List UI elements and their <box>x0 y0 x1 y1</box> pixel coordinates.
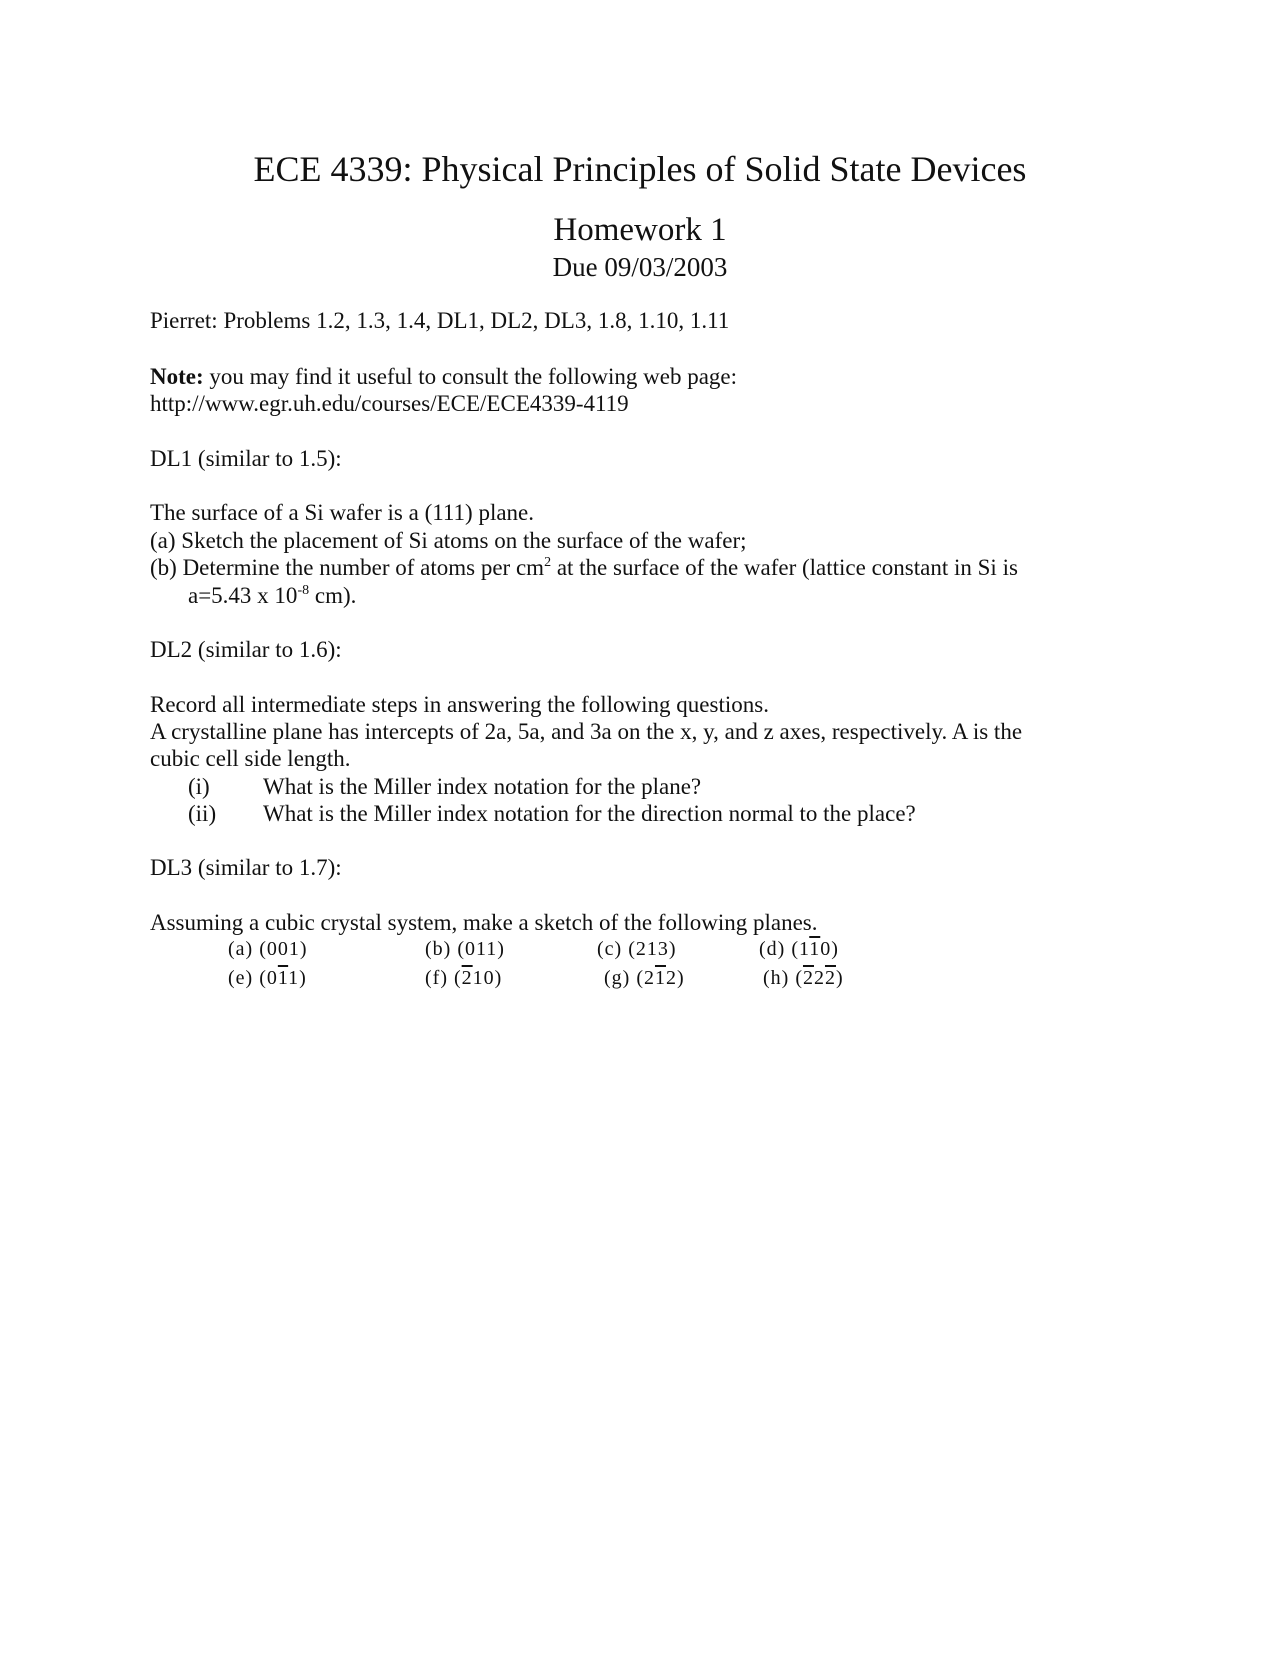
dl1-b2-sup: -8 <box>297 583 310 598</box>
dl2-intro-3: cubic cell side length. <box>150 746 351 771</box>
dl1-part-b-cont <box>188 582 356 610</box>
dl2-heading: DL2 (similar to 1.6): <box>150 637 342 662</box>
dl2-q2-text: What is the Miller index notation for the direction normal to the place? <box>263 801 916 826</box>
plane-d-bar: 1 <box>809 938 821 960</box>
note-label: Note: <box>150 364 204 389</box>
plane-h-bar-1: 2 <box>802 967 814 989</box>
dl1-b-pre: (b) Determine the number of atoms per cm <box>150 555 545 580</box>
plane-d <box>759 938 839 961</box>
dl1-b2-post: cm). <box>309 583 357 608</box>
note-line <box>150 363 737 391</box>
plane-f-pre: (f) ( <box>425 967 462 989</box>
dl1-b-post: at the surface of the wafer (lattice constant in Si is <box>551 555 1018 580</box>
plane-e-pre: (e) (0 <box>228 967 278 989</box>
plane-g <box>604 967 685 990</box>
dl3-heading: DL3 (similar to 1.7): <box>150 855 342 880</box>
dl2-q2-number: (ii) <box>188 801 217 826</box>
due-date: Due 09/03/2003 <box>552 252 728 282</box>
plane-e <box>228 967 307 990</box>
assignment-line: Pierret: Problems 1.2, 1.3, 1.4, DL1, DL2, DL3, 1.8, 1.10, 1.11 <box>150 308 730 333</box>
course-title: ECE 4339: Physical Principles of Solid State Devices <box>253 149 1027 189</box>
dl1-intro: The surface of a Si wafer is a (111) plane. <box>150 500 535 525</box>
dl1-b2-pre: a=5.43 x 10 <box>188 583 298 608</box>
plane-h <box>763 967 844 990</box>
dl2-q1-number: (i) <box>188 774 210 799</box>
plane-d-post: 0) <box>820 938 839 960</box>
plane-h-bar-2: 2 <box>824 967 836 989</box>
dl2-intro-2: A crystalline plane has intercepts of 2a, 5a, and 3a on the x, y, and z axes, respectively. A is the <box>150 719 1023 744</box>
plane-h-mid: 2 <box>813 967 825 989</box>
plane-b: (b) (011) <box>425 938 505 960</box>
plane-g-bar: 1 <box>654 967 666 989</box>
note-url: http://www.egr.uh.edu/courses/ECE/ECE4339-4119 <box>150 391 629 416</box>
dl1-part-b <box>150 554 1018 582</box>
plane-g-post: 2) <box>665 967 685 989</box>
plane-f-post: 10) <box>472 967 503 989</box>
plane-a: (a) (001) <box>228 938 308 960</box>
plane-f-bar: 2 <box>461 967 473 989</box>
plane-h-pre: (h) ( <box>763 967 803 989</box>
dl1-b-sup: 2 <box>544 555 552 570</box>
dl1-part-a: (a) Sketch the placement of Si atoms on the surface of the wafer; <box>150 528 747 553</box>
dl2-intro-1: Record all intermediate steps in answering the following questions. <box>150 692 769 717</box>
plane-g-pre: (g) (2 <box>604 967 655 989</box>
note-text: you may find it useful to consult the following web page: <box>203 364 738 389</box>
dl1-heading: DL1 (similar to 1.5): <box>150 446 342 471</box>
plane-h-post: ) <box>835 967 844 989</box>
dl3-intro: Assuming a cubic crystal system, make a sketch of the following planes. <box>150 910 818 935</box>
homework-title: Homework 1 <box>553 212 727 248</box>
plane-c: (c) (213) <box>597 938 677 960</box>
plane-e-post: 1) <box>288 967 307 989</box>
dl2-q1-text: What is the Miller index notation for the plane? <box>263 774 702 799</box>
plane-e-bar: 1 <box>277 967 289 989</box>
plane-d-pre: (d) (1 <box>759 938 810 960</box>
plane-f <box>425 967 502 990</box>
